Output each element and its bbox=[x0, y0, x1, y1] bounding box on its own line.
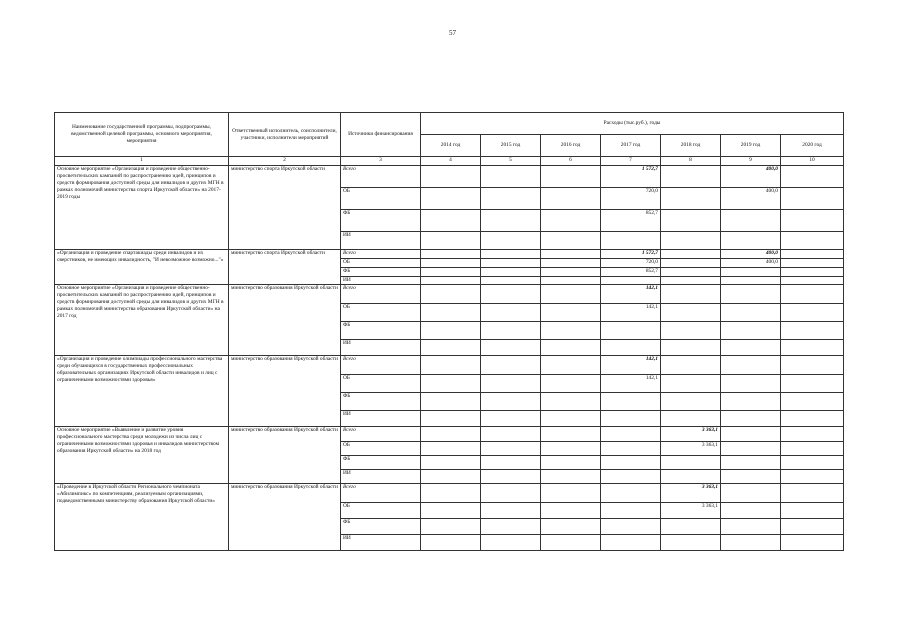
expense-cell bbox=[601, 411, 661, 427]
expense-cell bbox=[541, 340, 601, 356]
expense-cell bbox=[541, 470, 601, 484]
expense-cell bbox=[781, 456, 844, 470]
expense-cell: 720,0 bbox=[601, 188, 661, 210]
expense-cell bbox=[721, 442, 781, 456]
expense-cell bbox=[481, 166, 541, 188]
expense-cell bbox=[541, 375, 601, 393]
expense-cell bbox=[481, 356, 541, 375]
expense-cell bbox=[781, 285, 844, 304]
activity-name: Основное мероприятие «Организация и проведение общественно-просветительских кампаний по распространению идей, принципов и средств формирования доступной среды для инвалидов и других МГН в рамках полномочий министерства спорта Иркутской области» на 2017-2019 годы bbox=[55, 166, 229, 250]
expense-cell bbox=[721, 232, 781, 250]
expense-cell bbox=[421, 356, 481, 375]
expense-cell bbox=[541, 484, 601, 503]
expense-cell bbox=[781, 250, 844, 259]
expense-cell bbox=[781, 503, 844, 519]
expense-cell: 142,1 bbox=[601, 304, 661, 322]
expense-cell bbox=[721, 304, 781, 322]
expense-cell bbox=[421, 250, 481, 259]
budget-table bbox=[54, 112, 844, 551]
expense-cell bbox=[541, 393, 601, 411]
table-row bbox=[55, 166, 844, 188]
expense-cell bbox=[421, 340, 481, 356]
activity-name: Основное мероприятие «Выявление и развитие уровня профессионального мастерства среди молодежи из числа лиц с ограниченными возможностями здоровья и инвалидов министерством образования Иркутской области» на 2018 год bbox=[55, 427, 229, 484]
expense-cell bbox=[601, 340, 661, 356]
expense-cell bbox=[481, 340, 541, 356]
expense-cell bbox=[541, 427, 601, 442]
expense-cell bbox=[601, 427, 661, 442]
expense-cell: 3 363,1 bbox=[661, 442, 721, 456]
expense-cell bbox=[721, 535, 781, 551]
funding-source: Всего bbox=[341, 427, 421, 442]
expense-cell bbox=[481, 503, 541, 519]
expense-cell bbox=[781, 393, 844, 411]
expense-cell bbox=[661, 411, 721, 427]
expense-cell: 142,1 bbox=[601, 285, 661, 304]
column-number: 8 bbox=[661, 157, 721, 166]
funding-source: ОБ bbox=[341, 259, 421, 268]
responsible-executor: министерство образования Иркутской области bbox=[229, 356, 341, 427]
expense-cell bbox=[421, 268, 481, 277]
expense-cell bbox=[481, 304, 541, 322]
expense-cell bbox=[421, 232, 481, 250]
page-number: 57 bbox=[449, 29, 456, 37]
expense-cell bbox=[721, 393, 781, 411]
expense-cell bbox=[661, 519, 721, 535]
column-number: 3 bbox=[341, 157, 421, 166]
expense-cell bbox=[781, 411, 844, 427]
expense-cell bbox=[781, 259, 844, 268]
table-body bbox=[55, 166, 844, 551]
expense-cell bbox=[661, 285, 721, 304]
expense-cell bbox=[661, 210, 721, 232]
expense-cell bbox=[421, 427, 481, 442]
funding-source: ИИ bbox=[341, 535, 421, 551]
funding-source: ОБ bbox=[341, 375, 421, 393]
expense-cell bbox=[601, 442, 661, 456]
expense-cell bbox=[661, 393, 721, 411]
expense-cell bbox=[481, 232, 541, 250]
expense-cell bbox=[421, 519, 481, 535]
expense-cell bbox=[781, 427, 844, 442]
expense-cell bbox=[721, 427, 781, 442]
expense-cell bbox=[481, 456, 541, 470]
expense-cell bbox=[541, 232, 601, 250]
expense-cell bbox=[661, 232, 721, 250]
expense-cell bbox=[781, 340, 844, 356]
responsible-executor: министерство образования Иркутской области bbox=[229, 285, 341, 356]
expense-cell bbox=[781, 188, 844, 210]
expense-cell bbox=[421, 470, 481, 484]
expense-cell bbox=[661, 456, 721, 470]
responsible-executor: министерство образования Иркутской области bbox=[229, 427, 341, 484]
expense-cell bbox=[421, 188, 481, 210]
expense-cell bbox=[781, 304, 844, 322]
expense-cell bbox=[541, 259, 601, 268]
expense-cell bbox=[661, 268, 721, 277]
header-year: 2014 год bbox=[421, 135, 481, 157]
expense-cell: 142,1 bbox=[601, 356, 661, 375]
expense-cell bbox=[421, 442, 481, 456]
expense-cell: 1 572,7 bbox=[601, 166, 661, 188]
expense-cell bbox=[541, 268, 601, 277]
expense-cell bbox=[481, 322, 541, 340]
table-row bbox=[55, 484, 844, 503]
expense-cell bbox=[481, 442, 541, 456]
funding-source: ФБ bbox=[341, 393, 421, 411]
expense-cell: 3 363,1 bbox=[661, 503, 721, 519]
header-source: Источники финансирования bbox=[341, 113, 421, 157]
header-year: 2016 год bbox=[541, 135, 601, 157]
expense-cell bbox=[781, 535, 844, 551]
column-number: 10 bbox=[781, 157, 844, 166]
expense-cell bbox=[421, 393, 481, 411]
header-year: 2020 год bbox=[781, 135, 844, 157]
expense-cell: 400,0 bbox=[721, 166, 781, 188]
expense-cell: 3 363,1 bbox=[661, 427, 721, 442]
expense-cell bbox=[601, 232, 661, 250]
expense-cell bbox=[601, 503, 661, 519]
expense-cell bbox=[481, 519, 541, 535]
expense-cell bbox=[481, 411, 541, 427]
expense-cell bbox=[721, 375, 781, 393]
expense-cell: 852,7 bbox=[601, 210, 661, 232]
funding-source: ИИ bbox=[341, 411, 421, 427]
activity-name: «Проведение в Иркутской области Регионального чемпионата «Абилимпикс» по компетенциям, реализуемым организациями, подведомственными министерству образования Иркутской области» bbox=[55, 484, 229, 551]
expense-cell bbox=[661, 375, 721, 393]
expense-cell bbox=[781, 470, 844, 484]
expense-cell bbox=[481, 484, 541, 503]
activity-name: Основное мероприятие «Организация и проведение общественно-просветительских кампаний по распространению идей, принципов и средств формирования доступной среды для инвалидов и других МГН в рамках полномочий министерства образования Иркутской области» на 2017 год bbox=[55, 285, 229, 356]
expense-cell bbox=[541, 188, 601, 210]
expense-cell bbox=[541, 304, 601, 322]
expense-cell bbox=[421, 411, 481, 427]
expense-cell bbox=[481, 277, 541, 285]
expense-cell bbox=[541, 456, 601, 470]
expense-cell bbox=[541, 411, 601, 427]
expense-cell bbox=[661, 322, 721, 340]
expense-cell bbox=[661, 340, 721, 356]
expense-cell bbox=[661, 250, 721, 259]
funding-source: Всего bbox=[341, 166, 421, 188]
expense-cell bbox=[661, 277, 721, 285]
expense-cell bbox=[721, 456, 781, 470]
expense-cell bbox=[661, 304, 721, 322]
expense-cell bbox=[661, 356, 721, 375]
table-row bbox=[55, 427, 844, 442]
expense-cell: 142,1 bbox=[601, 375, 661, 393]
table-row bbox=[55, 285, 844, 304]
expense-cell bbox=[721, 340, 781, 356]
expense-cell bbox=[601, 484, 661, 503]
expense-cell bbox=[541, 277, 601, 285]
expense-cell bbox=[481, 375, 541, 393]
expense-cell bbox=[541, 250, 601, 259]
expense-cell bbox=[421, 277, 481, 285]
expense-cell bbox=[481, 188, 541, 210]
column-number: 7 bbox=[601, 157, 661, 166]
expense-cell bbox=[781, 210, 844, 232]
expense-cell: 400,0 bbox=[721, 250, 781, 259]
expense-cell bbox=[421, 259, 481, 268]
column-number: 2 bbox=[229, 157, 341, 166]
expense-cell bbox=[781, 519, 844, 535]
expense-cell: 1 572,7 bbox=[601, 250, 661, 259]
expense-cell bbox=[481, 427, 541, 442]
funding-source: ИИ bbox=[341, 340, 421, 356]
responsible-executor: министерство образования Иркутской области bbox=[229, 484, 341, 551]
expense-cell bbox=[541, 356, 601, 375]
funding-source: ФБ bbox=[341, 210, 421, 232]
expense-cell bbox=[481, 210, 541, 232]
expense-cell: 720,0 bbox=[601, 259, 661, 268]
expense-cell bbox=[721, 356, 781, 375]
funding-source: ИИ bbox=[341, 470, 421, 484]
funding-source: ОБ bbox=[341, 304, 421, 322]
expense-cell: 400,0 bbox=[721, 188, 781, 210]
expense-cell bbox=[601, 456, 661, 470]
expense-cell bbox=[601, 277, 661, 285]
expense-cell bbox=[421, 535, 481, 551]
column-number: 9 bbox=[721, 157, 781, 166]
header-name: Наименование государственной программы, подпрограммы, ведомственной целевой программы, основного мероприятия, мероприятия bbox=[55, 113, 229, 157]
header-responsible: Ответственный исполнитель, соисполнители, участники, исполнители мероприятий bbox=[229, 113, 341, 157]
activity-name: «Организация и проведение спартакиады среди инвалидов и их сверстников, не имеющих инвалидность, "И невозможное возможно..."» bbox=[55, 250, 229, 285]
expense-cell bbox=[661, 188, 721, 210]
header-year: 2019 год bbox=[721, 135, 781, 157]
column-number: 1 bbox=[55, 157, 229, 166]
column-number: 5 bbox=[481, 157, 541, 166]
expense-cell bbox=[721, 268, 781, 277]
expense-cell bbox=[661, 470, 721, 484]
expense-cell bbox=[541, 166, 601, 188]
column-number: 4 bbox=[421, 157, 481, 166]
expense-cell bbox=[481, 393, 541, 411]
column-number: 6 bbox=[541, 157, 601, 166]
funding-source: ОБ bbox=[341, 188, 421, 210]
expense-cell bbox=[541, 535, 601, 551]
expense-cell bbox=[421, 304, 481, 322]
expense-cell bbox=[721, 484, 781, 503]
expense-cell bbox=[601, 470, 661, 484]
activity-name: «Организация и проведение олимпиады профессионального мастерства среди обучающихся в государственных профессиональных образовательных организациях Иркутской области инвалидов и лиц с ограниченными возможностями здоровья» bbox=[55, 356, 229, 427]
expense-cell bbox=[781, 356, 844, 375]
table-row bbox=[55, 250, 844, 259]
responsible-executor: министерство спорта Иркутской области bbox=[229, 166, 341, 250]
expense-cell bbox=[721, 503, 781, 519]
expense-cell bbox=[601, 322, 661, 340]
expense-cell bbox=[601, 393, 661, 411]
expense-cell: 852,7 bbox=[601, 268, 661, 277]
expense-cell bbox=[541, 285, 601, 304]
expense-cell bbox=[481, 470, 541, 484]
expense-cell bbox=[481, 250, 541, 259]
expense-cell bbox=[781, 268, 844, 277]
expense-cell bbox=[721, 519, 781, 535]
header-year: 2018 год bbox=[661, 135, 721, 157]
expense-cell bbox=[421, 322, 481, 340]
funding-source: ОБ bbox=[341, 503, 421, 519]
expense-cell bbox=[661, 166, 721, 188]
expense-cell bbox=[481, 259, 541, 268]
expense-cell bbox=[541, 210, 601, 232]
expense-cell bbox=[781, 166, 844, 188]
funding-source: ФБ bbox=[341, 322, 421, 340]
expense-cell bbox=[721, 210, 781, 232]
expense-cell bbox=[541, 442, 601, 456]
expense-cell bbox=[781, 442, 844, 456]
funding-source: Всего bbox=[341, 285, 421, 304]
expense-cell bbox=[781, 232, 844, 250]
expense-cell bbox=[661, 259, 721, 268]
funding-source: Всего bbox=[341, 484, 421, 503]
expense-cell bbox=[421, 375, 481, 393]
expense-cell bbox=[721, 322, 781, 340]
expense-cell bbox=[481, 535, 541, 551]
table-row bbox=[55, 356, 844, 375]
expense-cell bbox=[541, 322, 601, 340]
expense-cell bbox=[421, 285, 481, 304]
expense-cell bbox=[541, 503, 601, 519]
funding-source: Всего bbox=[341, 250, 421, 259]
funding-source: Всего bbox=[341, 356, 421, 375]
expense-cell bbox=[421, 166, 481, 188]
expense-cell bbox=[421, 210, 481, 232]
expense-cell bbox=[781, 375, 844, 393]
expense-cell bbox=[601, 535, 661, 551]
expense-cell bbox=[541, 519, 601, 535]
expense-cell: 3 363,1 bbox=[661, 484, 721, 503]
expense-cell: 400,0 bbox=[721, 259, 781, 268]
funding-source: ФБ bbox=[341, 519, 421, 535]
expense-cell bbox=[421, 456, 481, 470]
expense-cell bbox=[721, 411, 781, 427]
expense-cell bbox=[781, 322, 844, 340]
expense-cell bbox=[661, 535, 721, 551]
funding-source: ФБ bbox=[341, 268, 421, 277]
header-year: 2015 год bbox=[481, 135, 541, 157]
expense-cell bbox=[421, 484, 481, 503]
expense-cell bbox=[721, 470, 781, 484]
expense-cell bbox=[481, 268, 541, 277]
funding-source: ИИ bbox=[341, 277, 421, 285]
expense-cell bbox=[781, 484, 844, 503]
expense-cell bbox=[721, 277, 781, 285]
expense-cell bbox=[421, 503, 481, 519]
expense-cell bbox=[601, 519, 661, 535]
expense-cell bbox=[481, 285, 541, 304]
funding-source: ОБ bbox=[341, 442, 421, 456]
header-year: 2017 год bbox=[601, 135, 661, 157]
funding-source: ИИ bbox=[341, 232, 421, 250]
expense-cell bbox=[781, 277, 844, 285]
expense-cell bbox=[721, 285, 781, 304]
funding-source: ФБ bbox=[341, 456, 421, 470]
header-expenses: Расходы (тыс.руб.), годы bbox=[421, 113, 844, 135]
responsible-executor: министерство спорта Иркутской области bbox=[229, 250, 341, 285]
